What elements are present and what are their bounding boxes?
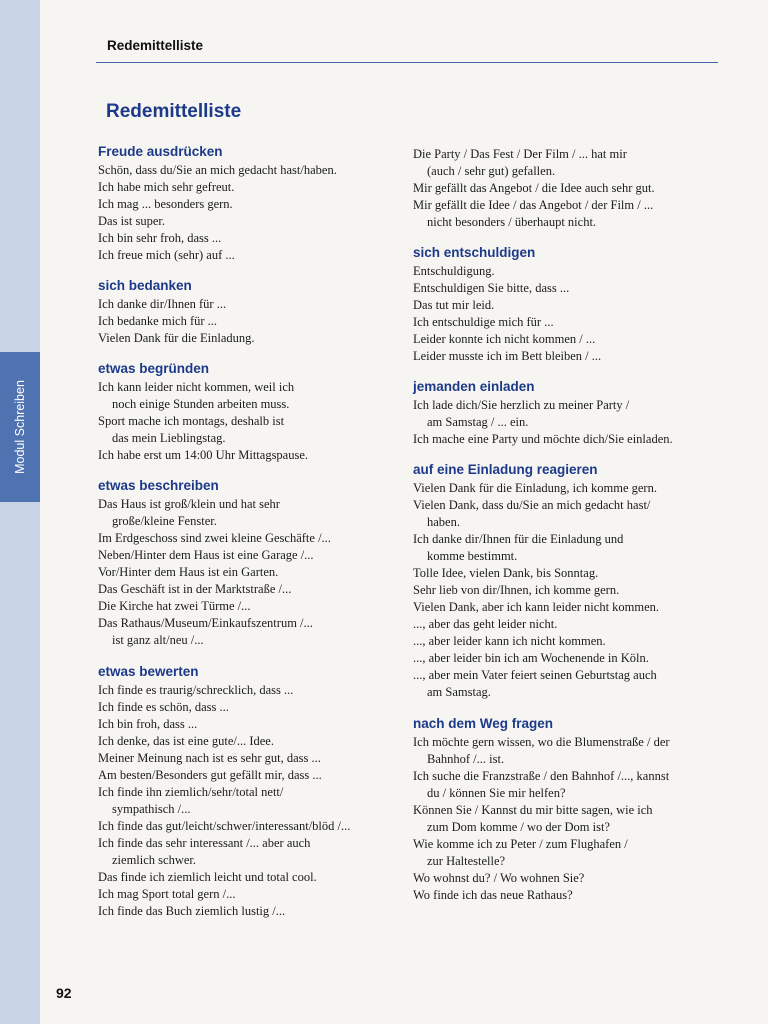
- phrase-line: Vielen Dank, dass du/Sie an mich gedacht hast/: [413, 498, 651, 512]
- phrase-line: Das Geschäft ist in der Marktstraße /...: [98, 582, 292, 596]
- phrase-line: zur Haltestelle?: [427, 854, 506, 868]
- phrase-line: Tolle Idee, vielen Dank, bis Sonntag.: [413, 566, 599, 580]
- phrase-line: Ich finde das Buch ziemlich lustig /...: [98, 904, 286, 918]
- running-header: Redemittelliste: [107, 38, 204, 53]
- phrase-line: Das ist super.: [98, 214, 166, 228]
- phrase-line: Vor/Hinter dem Haus ist ein Garten.: [98, 565, 279, 579]
- phrase-line: Mir gefällt die Idee / das Angebot / der Film / ...: [413, 198, 654, 212]
- section-title: auf eine Einladung reagieren: [413, 462, 598, 477]
- phrase-line: ..., aber mein Vater feiert seinen Geburtstag auch: [413, 668, 657, 682]
- phrase-line: sympathisch /...: [112, 802, 191, 816]
- phrase-line: Vielen Dank für die Einladung.: [98, 331, 255, 345]
- phrase-line: Vielen Dank für die Einladung, ich komme gern.: [413, 481, 657, 495]
- phrase-line: Die Kirche hat zwei Türme /...: [98, 599, 251, 613]
- phrase-line: Das finde ich ziemlich leicht und total cool.: [98, 870, 317, 884]
- phrase-section: [98, 277, 403, 347]
- phrase-line: Vielen Dank, aber ich kann leider nicht kommen.: [413, 600, 660, 614]
- phrase-line: Mir gefällt das Angebot / die Idee auch sehr gut.: [413, 181, 655, 195]
- phrase-line: Ich mag ... besonders gern.: [98, 197, 233, 211]
- section-title: sich bedanken: [98, 278, 192, 293]
- module-tab: [0, 352, 40, 502]
- phrase-line: ziemlich schwer.: [112, 853, 196, 867]
- phrase-line: Ich finde das sehr interessant /... aber auch: [98, 836, 311, 850]
- phrase-line: Neben/Hinter dem Haus ist eine Garage /...: [98, 548, 314, 562]
- phrase-line: Ich mag Sport total gern /...: [98, 887, 236, 901]
- page-title: Redemittelliste: [106, 101, 242, 122]
- phrase-line: Ich finde ihn ziemlich/sehr/total nett/: [98, 785, 284, 799]
- phrase-line: Ich danke dir/Ihnen für ...: [98, 297, 227, 311]
- side-strip: [0, 0, 40, 1024]
- phrase-line: am Samstag.: [427, 685, 491, 699]
- phrase-line: ..., aber das geht leider nicht.: [413, 617, 558, 631]
- phrase-section: [413, 146, 731, 231]
- section-title: nach dem Weg fragen: [413, 716, 554, 731]
- phrase-line: Bahnhof /... ist.: [427, 752, 505, 766]
- section-title: Freude ausdrücken: [98, 144, 223, 159]
- section-title: etwas bewerten: [98, 664, 199, 679]
- phrase-line: ..., aber leider kann ich nicht kommen.: [413, 634, 606, 648]
- phrase-line: Ich bedanke mich für ...: [98, 314, 218, 328]
- phrase-line: Das Rathaus/Museum/Einkaufszentrum /...: [98, 616, 313, 630]
- phrase-section: [98, 143, 403, 264]
- phrase-section: [413, 461, 731, 701]
- phrase-line: Wo finde ich das neue Rathaus?: [413, 888, 573, 902]
- phrase-line: ..., aber leider bin ich am Wochenende in Köln.: [413, 651, 649, 665]
- phrase-line: (auch / sehr gut) gefallen.: [427, 164, 556, 178]
- phrase-line: Ich entschuldige mich für ...: [413, 315, 554, 329]
- phrase-line: Ich danke dir/Ihnen für die Einladung und: [413, 532, 624, 546]
- phrase-line: Das tut mir leid.: [413, 298, 495, 312]
- phrase-line: große/kleine Fenster.: [112, 514, 217, 528]
- left-column: [98, 143, 403, 920]
- phrase-line: Leider musste ich im Bett bleiben / ...: [413, 349, 602, 363]
- phrase-line: Ich möchte gern wissen, wo die Blumenstraße / der: [413, 735, 670, 749]
- phrase-line: ist ganz alt/neu /...: [112, 633, 204, 647]
- phrase-line: Am besten/Besonders gut gefällt mir, dass ...: [98, 768, 322, 782]
- phrase-line: Leider konnte ich nicht kommen / ...: [413, 332, 596, 346]
- phrase-line: Schön, dass du/Sie an mich gedacht hast/haben.: [98, 163, 337, 177]
- phrase-line: zum Dom komme / wo der Dom ist?: [427, 820, 610, 834]
- phrase-line: Meiner Meinung nach ist es sehr gut, dass ...: [98, 751, 321, 765]
- phrase-section: [413, 378, 731, 448]
- phrase-line: Wo wohnst du? / Wo wohnen Sie?: [413, 871, 585, 885]
- phrase-section: [413, 715, 731, 904]
- phrase-line: Ich bin sehr froh, dass ...: [98, 231, 222, 245]
- phrase-line: noch einige Stunden arbeiten muss.: [112, 397, 290, 411]
- phrase-line: Ich habe mich sehr gefreut.: [98, 180, 235, 194]
- module-tab-label: Modul Schreiben: [13, 380, 27, 474]
- phrase-line: komme bestimmt.: [427, 549, 518, 563]
- phrase-line: Das Haus ist groß/klein und hat sehr: [98, 497, 280, 511]
- section-title: sich entschuldigen: [413, 245, 536, 260]
- phrase-line: nicht besonders / überhaupt nicht.: [427, 215, 597, 229]
- phrase-line: Sport mache ich montags, deshalb ist: [98, 414, 285, 428]
- phrase-section: [413, 244, 731, 365]
- header-rule: [96, 62, 718, 63]
- phrase-line: Ich bin froh, dass ...: [98, 717, 198, 731]
- right-column: [413, 146, 731, 904]
- phrase-line: Können Sie / Kannst du mir bitte sagen, wie ich: [413, 803, 653, 817]
- phrase-line: Ich freue mich (sehr) auf ...: [98, 248, 235, 262]
- phrase-line: du / können Sie mir helfen?: [427, 786, 566, 800]
- section-title: etwas beschreiben: [98, 478, 219, 493]
- phrase-line: Ich finde es traurig/schrecklich, dass ...: [98, 683, 294, 697]
- phrase-line: Ich habe erst um 14:00 Uhr Mittagspause.: [98, 448, 309, 462]
- phrase-line: Sehr lieb von dir/Ihnen, ich komme gern.: [413, 583, 620, 597]
- section-title: etwas begründen: [98, 361, 210, 376]
- phrase-line: Ich finde es schön, dass ...: [98, 700, 229, 714]
- phrase-line: Ich kann leider nicht kommen, weil ich: [98, 380, 295, 394]
- phrase-line: Die Party / Das Fest / Der Film / ... hat mir: [413, 147, 627, 161]
- phrase-line: Wie komme ich zu Peter / zum Flughafen /: [413, 837, 628, 851]
- section-title: jemanden einladen: [413, 379, 535, 394]
- phrase-line: Ich finde das gut/leicht/schwer/interessant/blöd /...: [98, 819, 351, 833]
- phrase-line: Entschuldigen Sie bitte, dass ...: [413, 281, 570, 295]
- phrase-line: Ich suche die Franzstraße / den Bahnhof /..., kannst: [413, 769, 670, 783]
- phrase-line: Ich denke, das ist eine gute/... Idee.: [98, 734, 274, 748]
- phrase-section: [98, 360, 403, 464]
- phrase-section: [98, 663, 403, 920]
- phrase-line: Im Erdgeschoss sind zwei kleine Geschäfte /...: [98, 531, 331, 545]
- phrase-section: [98, 477, 403, 649]
- phrase-line: Entschuldigung.: [413, 264, 495, 278]
- phrase-line: haben.: [427, 515, 460, 529]
- page-number: 92: [56, 985, 72, 1001]
- phrase-line: Ich lade dich/Sie herzlich zu meiner Party /: [413, 398, 630, 412]
- phrase-line: Ich mache eine Party und möchte dich/Sie einladen.: [413, 432, 673, 446]
- phrase-line: das mein Lieblingstag.: [112, 431, 226, 445]
- phrase-line: am Samstag / ... ein.: [427, 415, 529, 429]
